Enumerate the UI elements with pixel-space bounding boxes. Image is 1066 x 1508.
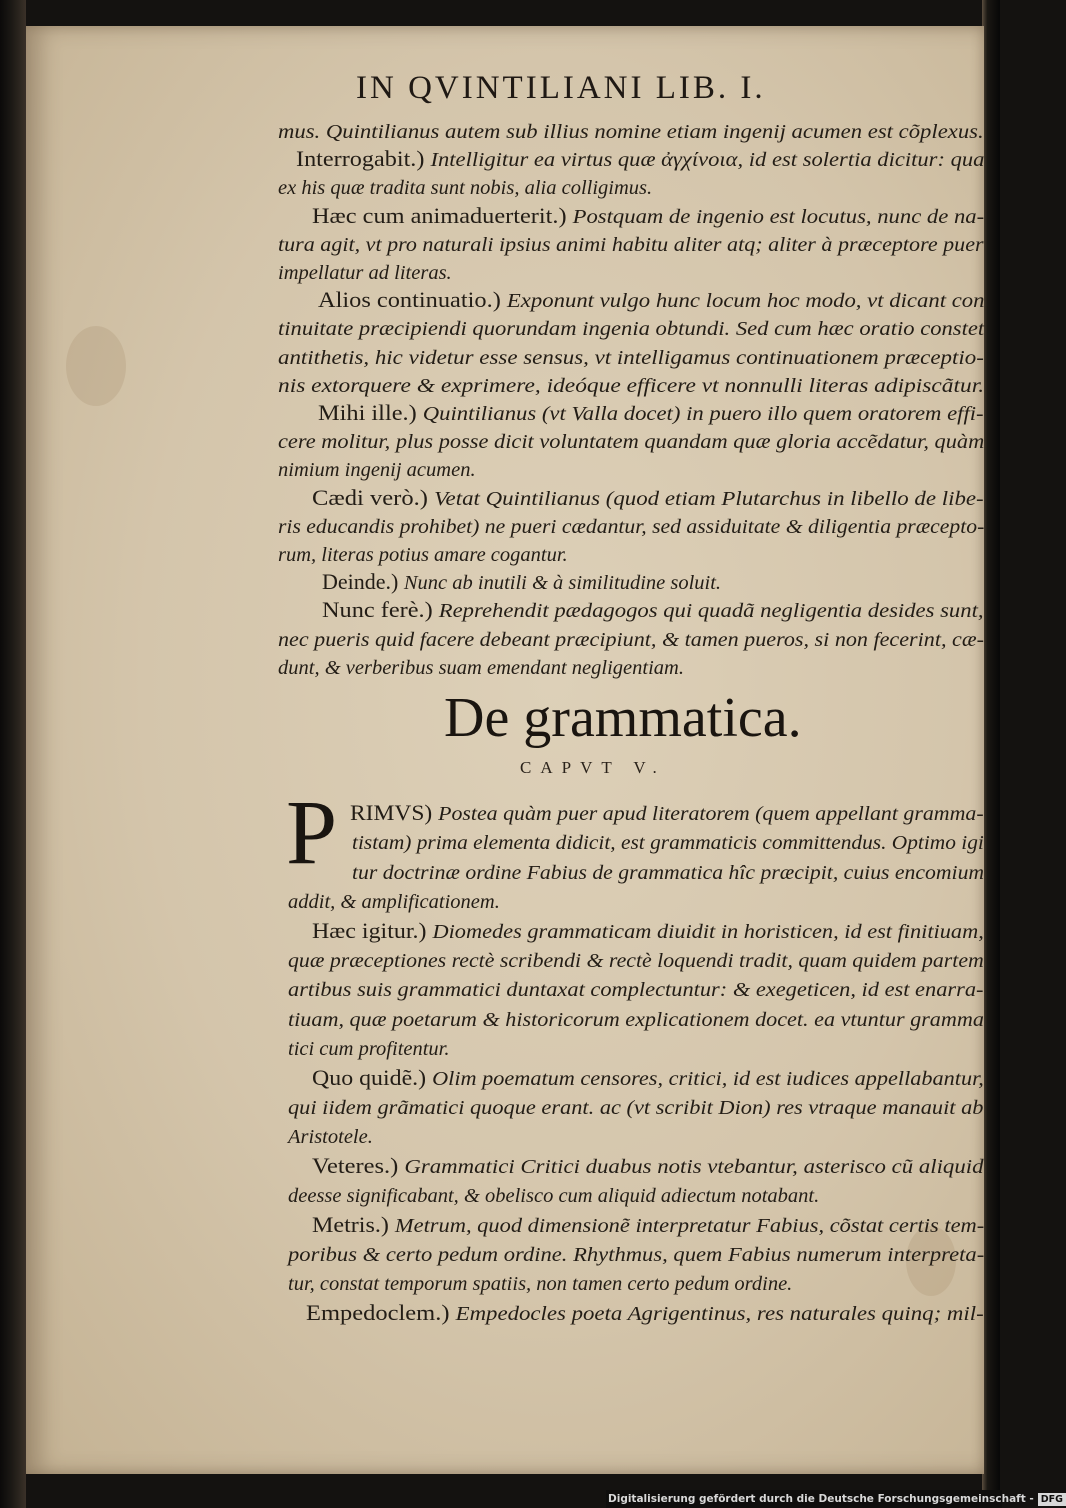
gloss: nec pueris quid facere debeant præcipiunt, & tamen pueros, si non fecerint, cæ- bbox=[278, 628, 984, 651]
lemma: Veteres.) bbox=[312, 1152, 405, 1178]
gloss: Reprehendit pædagogos qui quadã negligentia desides sunt, bbox=[438, 600, 984, 623]
text-line bbox=[312, 1065, 984, 1091]
text-line bbox=[296, 146, 984, 172]
gloss: addit, & amplificationem. bbox=[288, 891, 500, 914]
book-gutter-shadow bbox=[0, 0, 26, 1508]
dfg-logo: DFG bbox=[1038, 1493, 1066, 1506]
text-line bbox=[278, 259, 452, 285]
text-line bbox=[288, 1270, 792, 1296]
gloss: mus. Quintilianus autem sub illius nomine etiam ingenij acumen est cõplexus. bbox=[278, 121, 984, 143]
text-line bbox=[288, 1123, 373, 1149]
text-line bbox=[352, 829, 984, 855]
paper-stain bbox=[66, 326, 126, 406]
chapter-title: De grammatica. bbox=[444, 687, 802, 749]
gloss: ex his quæ tradita sunt nobis, alia colligimus. bbox=[278, 177, 653, 200]
gloss: Exponunt vulgo hunc locum hoc modo, vt dicant con bbox=[506, 290, 985, 313]
gloss: tinuitate præcipiendi quorundam ingenia obtundi. Sed cum hæc oratio constet bbox=[278, 318, 985, 341]
gloss: rum, literas potius amare cogantur. bbox=[278, 544, 568, 566]
gloss: Olim poematum censores, critici, id est iudices appellabantur, bbox=[432, 1067, 984, 1090]
text-line bbox=[322, 569, 721, 595]
lemma: Nunc ferè.) bbox=[322, 597, 439, 623]
lemma: RIMVS) bbox=[350, 800, 439, 825]
gloss: tistam) prima elementa didicit, est grammaticis committendus. Optimo igi bbox=[352, 832, 984, 855]
text-line bbox=[288, 947, 984, 973]
gloss: deesse significabant, & obelisco cum aliquid adiectum notabant. bbox=[288, 1185, 820, 1208]
digitization-credit-bar bbox=[606, 1490, 1063, 1508]
gloss: Vetat Quintilianus (quod etiam Plutarchus in libello de libe- bbox=[434, 487, 984, 510]
lemma: Cædi verò.) bbox=[312, 484, 435, 510]
text-line bbox=[312, 1212, 984, 1238]
text-line bbox=[318, 400, 984, 426]
gloss: tura agit, vt pro naturali ipsius animi habitu aliter atq; aliter à præceptore puer bbox=[278, 233, 984, 256]
gloss: nimium ingenij acumen. bbox=[278, 459, 476, 482]
gloss: nis extorquere & exprimere, ideóque efficere vt nonnulli literas adipiscãtur. bbox=[278, 374, 985, 397]
lemma: Deinde.) bbox=[322, 569, 404, 595]
text-line bbox=[318, 287, 985, 313]
gloss: Aristotele. bbox=[288, 1126, 373, 1149]
gloss: quæ præceptiones rectè scribendi & rectè loquendi tradit, quam quidem partem bbox=[288, 950, 984, 972]
gloss: ris educandis prohibet) ne pueri cædantur, sed assiduitate & diligentia præcepto- bbox=[278, 515, 985, 538]
text-line bbox=[278, 456, 476, 482]
gloss: Empedocles poeta Agrigentinus, res naturales quinq; mil- bbox=[455, 1302, 984, 1325]
text-line bbox=[278, 541, 568, 567]
gloss: antithetis, hic videtur esse sensus, vt intelligamus continuationem præceptio- bbox=[278, 346, 984, 369]
gloss: tur doctrinæ ordine Fabius de grammatica hîc præcipit, cuius encomium bbox=[352, 861, 985, 884]
gloss: poribus & certo pedum ordine. Rhythmus, quem Fabius numerum interpreta- bbox=[288, 1244, 985, 1266]
text-line bbox=[278, 372, 984, 398]
text-line bbox=[288, 1182, 819, 1208]
text-line bbox=[278, 654, 684, 680]
text-line bbox=[278, 231, 984, 257]
gloss: Postea quàm puer apud literatorem (quem appellant gramma- bbox=[438, 803, 984, 825]
drop-cap: P bbox=[286, 781, 338, 883]
lemma: Mihi ille.) bbox=[318, 400, 423, 425]
text-line bbox=[278, 626, 984, 652]
lemma: Interrogabit.) bbox=[296, 146, 431, 172]
text-line bbox=[312, 1153, 983, 1179]
text-line bbox=[352, 859, 984, 885]
text-line bbox=[322, 597, 984, 623]
text-line bbox=[278, 174, 652, 200]
gloss: cere molitur, plus posse dicit voluntatem quandam quæ gloria accẽdatur, quàm bbox=[278, 431, 985, 454]
gloss: qui iidem grãmatici quoque erant. ac (vt scribit Dion) res vtraque manauit ab bbox=[288, 1097, 984, 1119]
text-line bbox=[288, 1006, 984, 1032]
lemma: Hæc igitur.) bbox=[312, 917, 433, 943]
lemma: Alios continuatio.) bbox=[318, 287, 507, 313]
gloss: impellatur ad literas. bbox=[278, 262, 452, 284]
text-line bbox=[312, 485, 984, 511]
text-line bbox=[278, 344, 984, 370]
text-line bbox=[278, 513, 984, 539]
gloss: tiuam, quæ poetarum & historicorum explicationem docet. ea vtuntur gramma bbox=[288, 1008, 984, 1031]
text-line bbox=[288, 976, 983, 1002]
gloss: Postquam de ingenio est locutus, nunc de na- bbox=[572, 205, 985, 228]
gloss: Diomedes grammaticam diuidit in horisticen, id est finitiuam, bbox=[432, 920, 984, 943]
gloss: Quintilianus (vt Valla docet) in puero illo quem oratorem effi- bbox=[422, 403, 984, 425]
gloss: artibus suis grammatici duntaxat complectuntur: & exegeticen, id est enarra- bbox=[288, 979, 984, 1002]
lemma: Empedoclem.) bbox=[306, 1299, 456, 1325]
lemma: Quo quidẽ.) bbox=[312, 1064, 433, 1090]
text-line bbox=[278, 118, 984, 144]
gloss: Metrum, quod dimensionẽ interpretatur Fabius, cõstat certis tem- bbox=[394, 1214, 985, 1237]
digitization-credit: Digitalisierung gefördert durch die Deutsche Forschungsgemeinschaft - bbox=[608, 1493, 1034, 1505]
text-line bbox=[312, 203, 984, 229]
text-line bbox=[288, 1241, 984, 1267]
text-line bbox=[288, 1035, 450, 1061]
lemma: Hæc cum animaduerterit.) bbox=[312, 202, 573, 228]
lemma: Metris.) bbox=[312, 1211, 395, 1237]
page-edge-right bbox=[982, 0, 1000, 1508]
text-line bbox=[306, 1300, 984, 1326]
text-line bbox=[278, 428, 984, 454]
text-line bbox=[278, 315, 984, 341]
gloss: Nunc ab inutili & à similitudine soluit. bbox=[403, 572, 722, 595]
chapter-number: CAPVT V. bbox=[520, 758, 666, 777]
text-line bbox=[288, 1094, 983, 1120]
gloss: Intelligitur ea virtus quæ ἀγχίνοια, id est solertia dicitur: qua bbox=[430, 149, 985, 172]
running-head: IN QVINTILIANI LIB. I. bbox=[356, 70, 766, 106]
gloss: tici cum profitentur. bbox=[288, 1038, 450, 1061]
text-line bbox=[350, 800, 984, 826]
gloss: Grammatici Critici duabus notis vtebantur, asterisco cũ aliquid bbox=[404, 1155, 984, 1178]
gloss: dunt, & verberibus suam emendant negligentiam. bbox=[278, 656, 684, 679]
gloss: tur, constat temporum spatiis, non tamen certo pedum ordine. bbox=[288, 1273, 793, 1296]
text-line bbox=[312, 918, 984, 944]
text-line bbox=[288, 888, 500, 914]
